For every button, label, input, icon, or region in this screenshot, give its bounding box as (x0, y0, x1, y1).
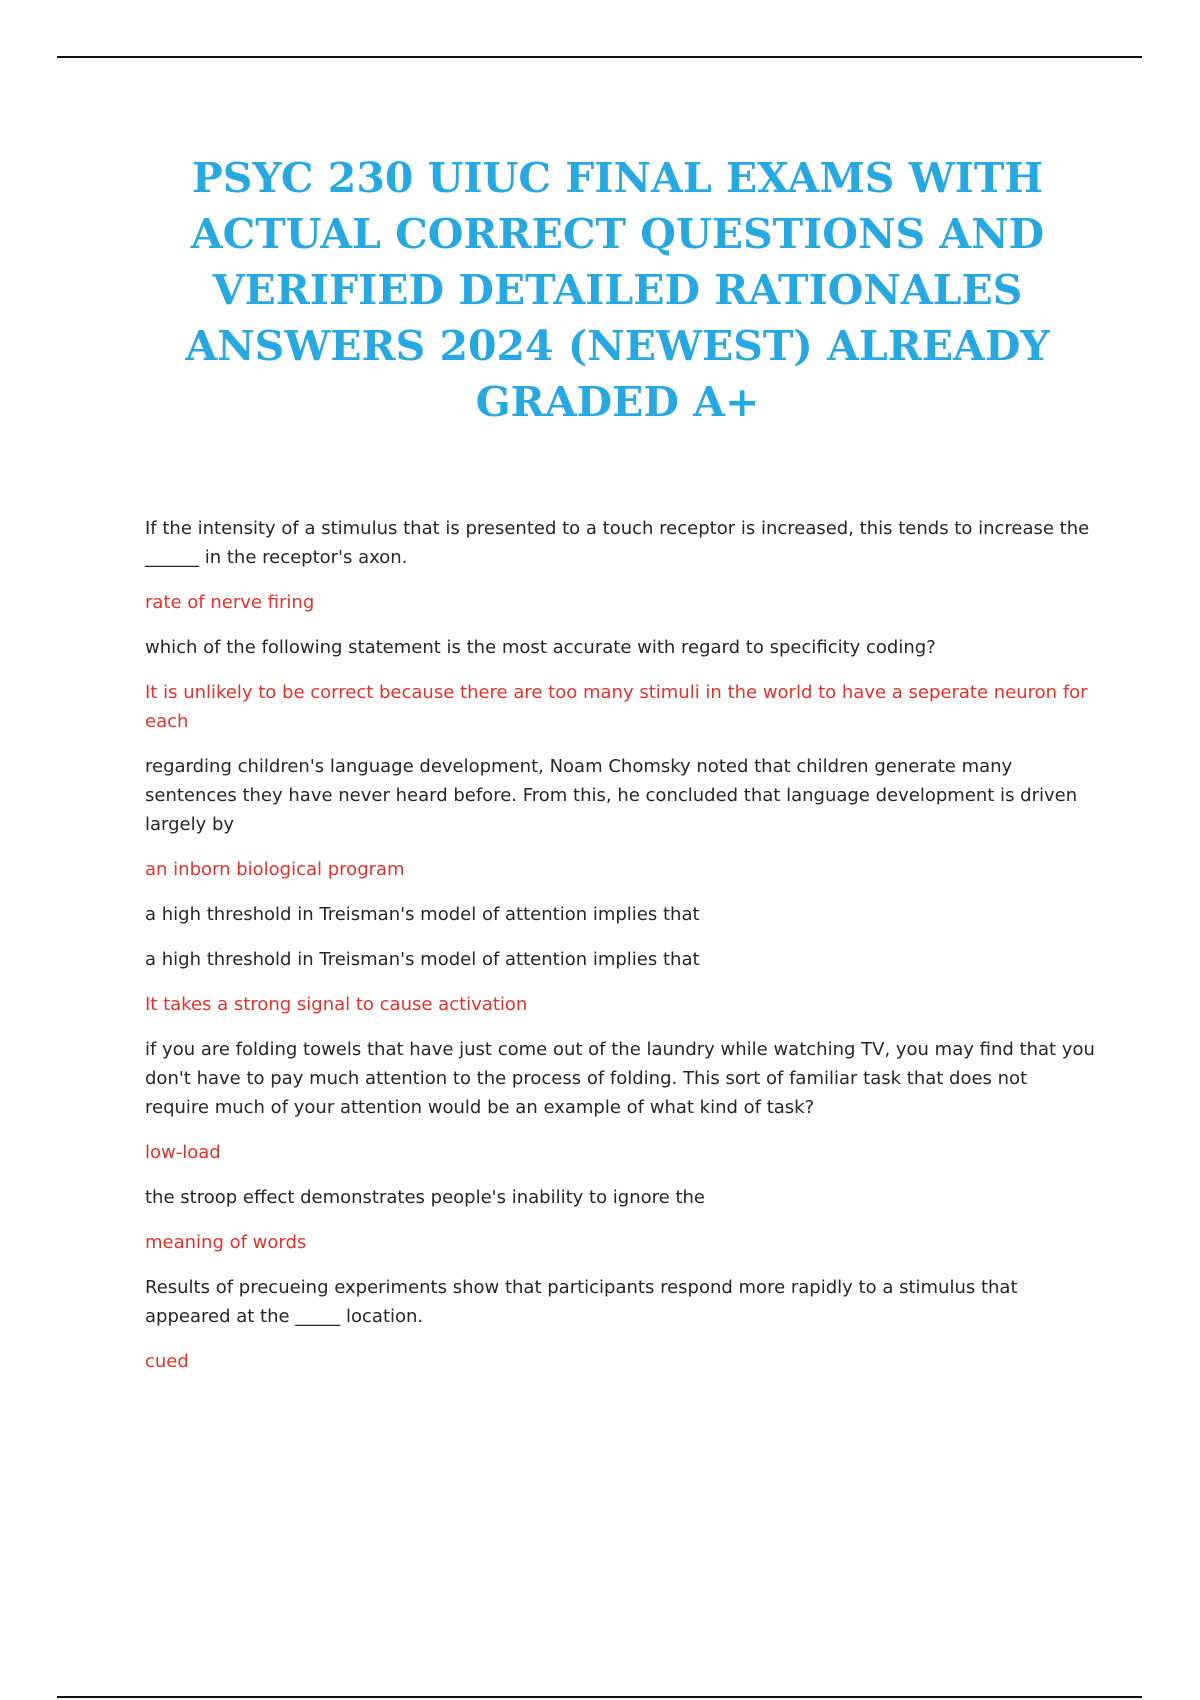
top-rule (57, 56, 1142, 58)
answer-3: an inborn biological program (145, 859, 405, 880)
question-4-repeat: a high threshold in Treisman's model of attention implies that (145, 949, 700, 970)
answer-1: rate of nerve firing (145, 592, 315, 613)
question-4: a high threshold in Treisman's model of attention implies that (145, 904, 700, 925)
question-3: regarding children's language development, Noam Chomsky noted that children generate many sentences they have never heard before. From this, he concluded that language development is driven largely by (145, 756, 1078, 835)
qa-list (145, 514, 1095, 1392)
question-2: which of the following statement is the most accurate with regard to specificity coding? (145, 637, 936, 658)
question-1: If the intensity of a stimulus that is presented to a touch receptor is increased, this tends to increase the ______ in the receptor's axon. (145, 518, 1090, 568)
answer-5: low-load (145, 1142, 221, 1163)
bottom-rule (57, 1696, 1142, 1698)
question-6: the stroop effect demonstrates people's inability to ignore the (145, 1187, 705, 1208)
answer-4: It takes a strong signal to cause activation (145, 994, 528, 1015)
question-7: Results of precueing experiments show that participants respond more rapidly to a stimulus that appeared at the _____ location. (145, 1277, 1018, 1327)
document-title: PSYC 230 UIUC FINAL EXAMS WITH ACTUAL CORRECT QUESTIONS AND VERIFIED DETAILED RATIONALES ANSWERS 2024 (NEWEST) ALREADY GRADED A+ (185, 154, 1050, 426)
answer-6: meaning of words (145, 1232, 307, 1253)
answer-2: It is unlikely to be correct because there are too many stimuli in the world to have a seperate neuron for each (145, 682, 1088, 732)
question-5: if you are folding towels that have just come out of the laundry while watching TV, you may find that you don't have to pay much attention to the process of folding. This sort of familiar task that does not require much of your attention would be an example of what kind of task? (145, 1039, 1095, 1118)
answer-7: cued (145, 1351, 189, 1372)
